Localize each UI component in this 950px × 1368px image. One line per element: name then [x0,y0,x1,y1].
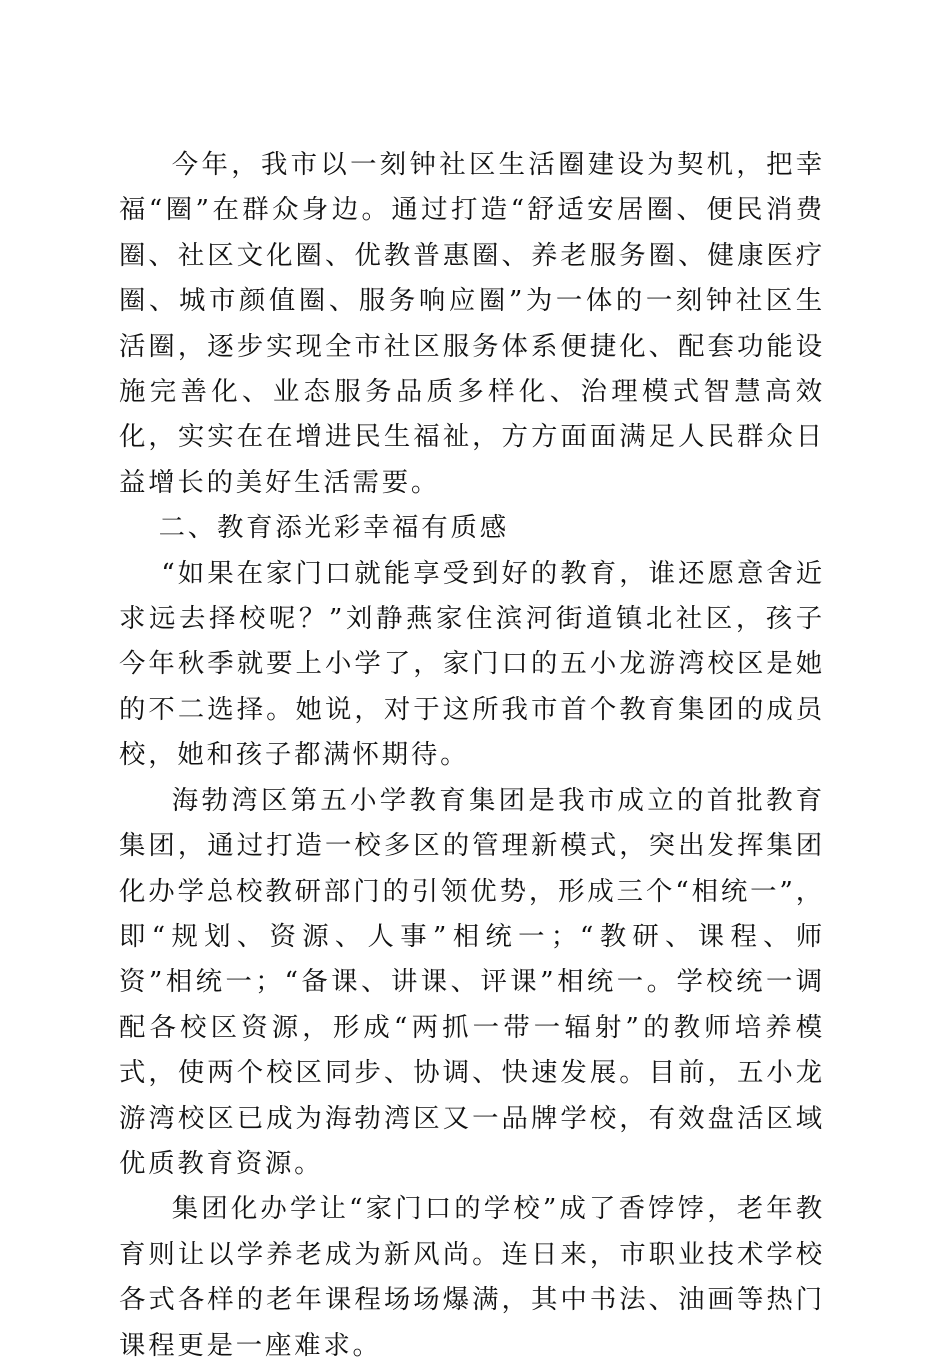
document-body [119,142,825,1368]
paragraph-education-group: 海勃湾区第五小学教育集团是我市成立的首批教育集团，通过打造一校多区的管理新模式，突出发挥集团化办学总校教研部门的引领优势，形成三个“相统一”，即“规划、资源、人事”相统一；“教研、课程、师资”相统一；“备课、讲课、评课”相统一。学校统一调配各校区资源，形成“两抓一带一辐射”的教师培养模式，使两个校区同步、协调、快速发展。目前，五小龙游湾校区已成为海勃湾区又一品牌学校，有效盘活区域优质教育资源。 [119,784,825,1179]
section-heading-education: 二、教育添光彩幸福有质感 [158,512,509,544]
paragraph-parent-quote: “如果在家门口就能享受到好的教育，谁还愿意舍近求远去择校呢？”刘静燕家住滨河街道镇北社区，孩子今年秋季就要上小学了，家门口的五小龙游湾校区是她的不二选择。她说，对于这所我市首个教育集团的成员校，她和孩子都满怀期待。 [119,557,825,771]
paragraph-senior-education: 集团化办学让“家门口的学校”成了香饽饽，老年教育则让以学养老成为新风尚。连日来，市职业技术学校各式各样的老年课程场场爆满，其中书法、油画等热门课程更是一座难求。 [119,1193,825,1361]
paragraph-community-circle: 今年，我市以一刻钟社区生活圈建设为契机，把幸福“圈”在群众身边。通过打造“舒适安居圈、便民消费圈、社区文化圈、优教普惠圈、养老服务圈、健康医疗圈、城市颜值圈、服务响应圈”为一体的一刻钟社区生活圈，逐步实现全市社区服务体系便捷化、配套功能设施完善化、业态服务品质多样化、治理模式智慧高效化，实实在在增进民生福祉，方方面面满足人民群众日益增长的美好生活需要。 [119,149,825,498]
